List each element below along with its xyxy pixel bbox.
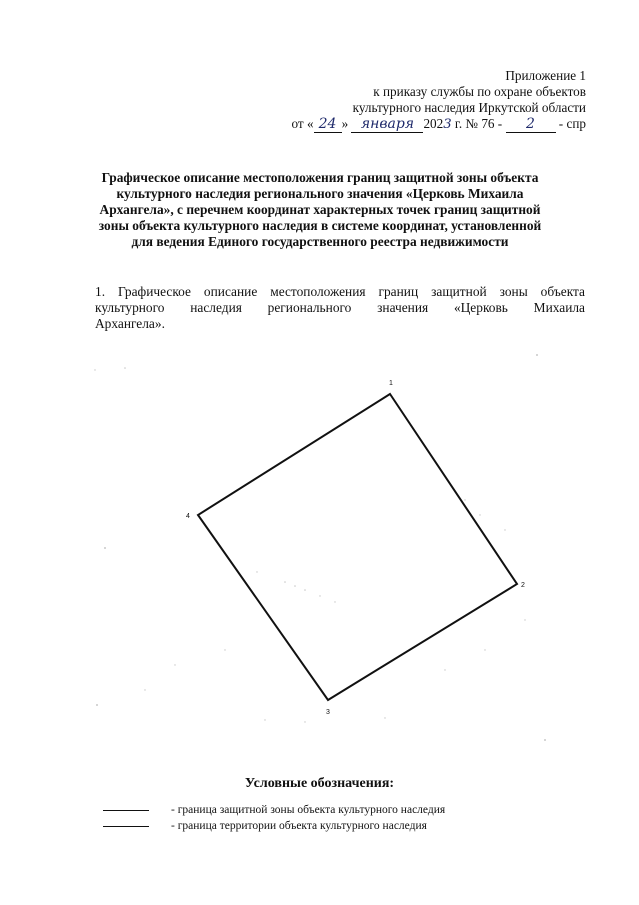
handwritten-year-digit: 3 <box>443 117 452 132</box>
appendix-title: Приложение 1 <box>505 68 586 83</box>
section-line-2: культурного наследия регионального значения «Церковь Михаила <box>95 300 585 315</box>
legend-text-territory: - граница территории объекта культурного наследия <box>171 820 427 832</box>
appendix-order-ref: к приказу службы по охране объектов <box>373 84 586 99</box>
legend-line-territory <box>103 826 149 827</box>
document-title: Графическое описание местоположения границ защитной зоны объекта культурного наследия регионального значения «Церковь Михаила Архангела», с перечнем координат характерных точек границ защитной зоны объекта культурного наследия в системе координат, установленной для ведения Единого государственного реестра недвижимости <box>98 170 542 249</box>
year-prefix: 202 <box>423 116 444 131</box>
scan-speckles <box>94 354 546 741</box>
section-line-3: Архангела». <box>95 316 165 331</box>
section-paragraph <box>95 284 585 332</box>
point-label-4: 4 <box>186 513 190 520</box>
legend-text-zone: - граница защитной зоны объекта культурного наследия <box>171 804 446 816</box>
legend-line-zone <box>103 810 149 811</box>
appendix-header <box>291 68 586 133</box>
point-label-2: 2 <box>521 582 525 589</box>
handwritten-order-number: 2 <box>506 116 556 133</box>
point-label-3: 3 <box>326 709 330 716</box>
point-label-1: 1 <box>389 380 393 387</box>
date-mid: » <box>341 116 349 131</box>
order-suffix: - спр <box>555 116 586 131</box>
handwritten-day: 24 <box>314 116 342 133</box>
handwritten-month: января <box>351 116 423 133</box>
legend-item-territory-boundary <box>103 820 427 832</box>
section-line-1: 1. Графическое описание местоположения границ защитной зоны объекта <box>95 284 585 299</box>
legend-item-zone-boundary <box>103 804 445 816</box>
protection-zone-boundary <box>198 394 517 700</box>
date-prefix: от « <box>291 116 314 131</box>
legend-title: Условные обозначения: <box>244 776 395 791</box>
boundary-plan <box>85 350 595 750</box>
appendix-authority: культурного наследия Иркутской области <box>352 100 586 115</box>
year-suffix: г. № 76 - <box>451 116 506 131</box>
appendix-date-line <box>291 116 586 133</box>
